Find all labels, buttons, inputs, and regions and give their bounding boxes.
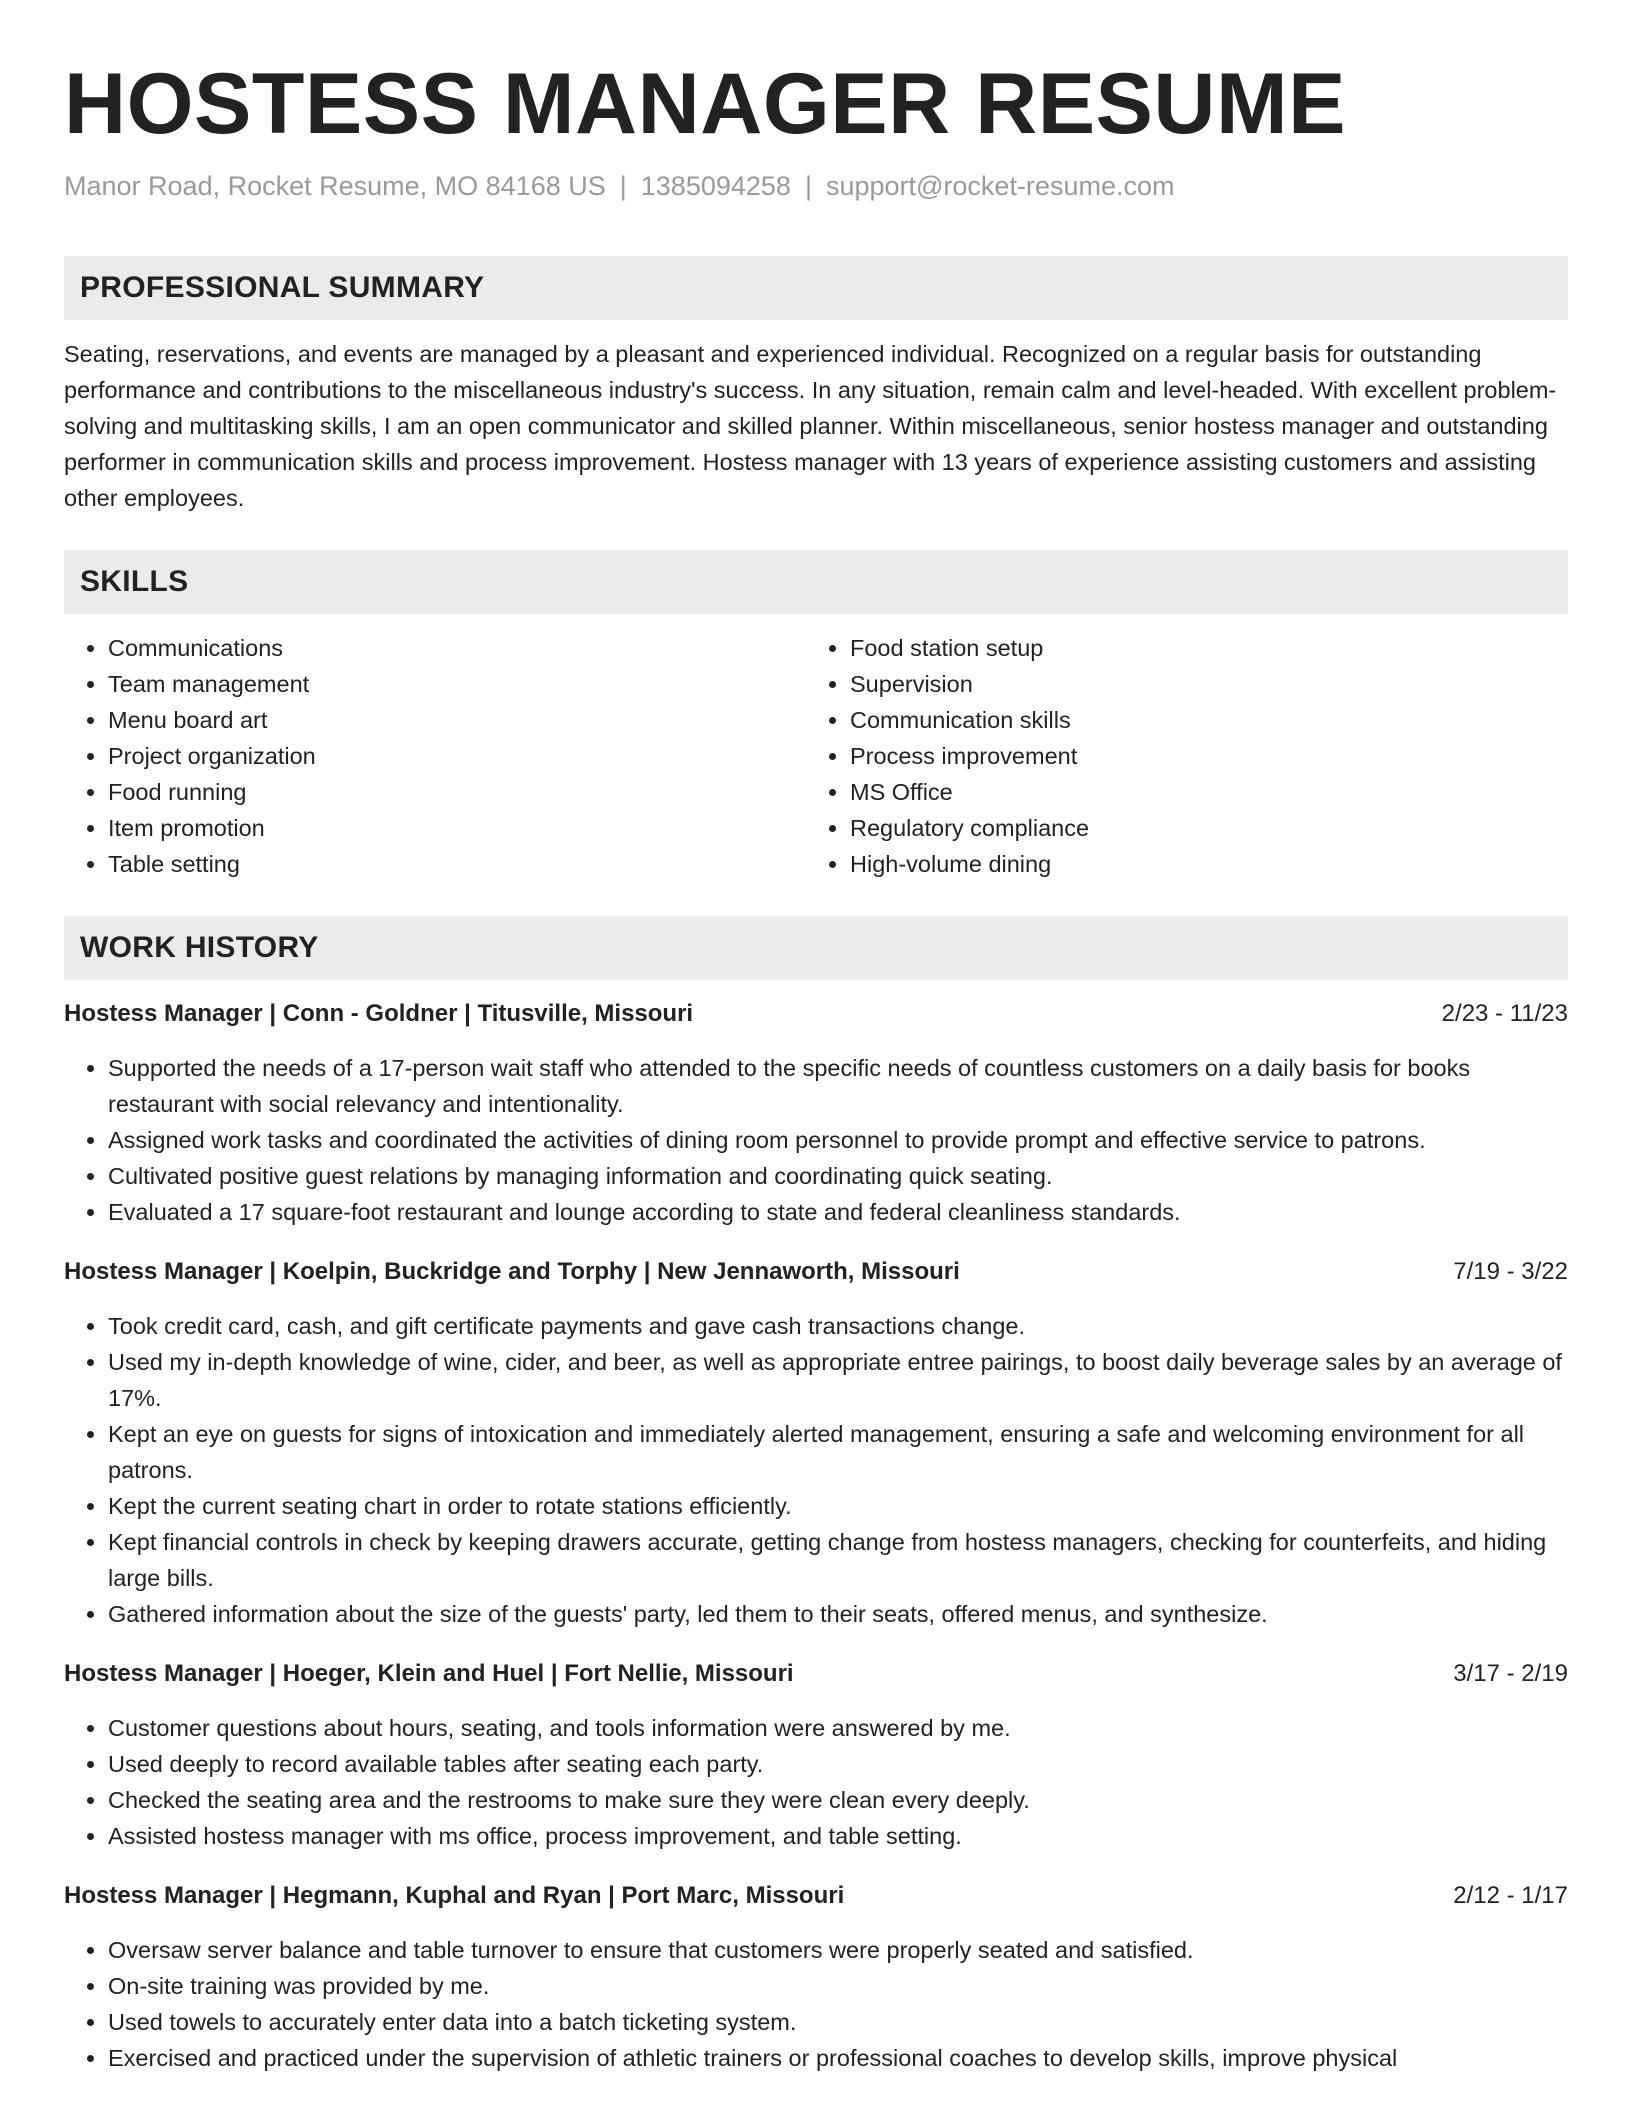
contact-address: Manor Road, Rocket Resume, MO 84168 US — [64, 171, 606, 201]
job-bullet: • Gathered information about the size of the guests' party, led them to their seats, offered menus, and synthesize. — [108, 1596, 1568, 1632]
job-entry — [64, 1254, 1568, 1632]
job-bullets — [64, 1932, 1568, 2076]
job-bullet: • On-site training was provided by me. — [108, 1968, 1568, 2004]
job-bullet: • Checked the seating area and the restrooms to make sure they were clean every deeply. — [108, 1782, 1568, 1818]
contact-separator: | — [619, 171, 627, 201]
skill-item: • MS Office — [850, 774, 1566, 810]
skill-item: • Communications — [108, 630, 806, 666]
job-bullet: • Exercised and practiced under the supervision of athletic trainers or professional coaches to develop skills, improve physical — [108, 2040, 1568, 2076]
job-bullet: • Kept financial controls in check by keeping drawers accurate, getting change from hostess managers, checking for counterfeits, and hiding large bills. — [108, 1524, 1568, 1596]
summary-text: Seating, reservations, and events are managed by a pleasant and experienced individual. Recognized on a regular basis for outstanding performance and contributions to the miscellaneous industry's success. In any situation, remain calm and level-headed. With excellent problem-solving and multitasking skills, I am an open communicator and skilled planner. Within miscellaneous, senior hostess manager and outstanding performer in communication skills and process improvement. Hostess manager with 13 years of experience assisting customers and assisting other employees. — [64, 341, 1557, 511]
contact-separator: | — [804, 171, 812, 201]
skill-item: • Food running — [108, 774, 806, 810]
job-entry — [64, 1878, 1568, 2076]
skill-item: • Supervision — [850, 666, 1566, 702]
job-bullet: • Cultivated positive guest relations by managing information and coordinating quick seating. — [108, 1158, 1568, 1194]
job-bullet: • Kept an eye on guests for signs of intoxication and immediately alerted management, ensuring a safe and welcoming environment for all patrons. — [108, 1416, 1568, 1488]
skill-item: • Process improvement — [850, 738, 1566, 774]
contact-email: support@rocket-resume.com — [825, 171, 1175, 201]
job-header — [64, 1254, 1568, 1290]
resume-title: HOSTESS MANAGER RESUME — [64, 56, 1347, 152]
job-entry — [64, 996, 1568, 1230]
skill-item: • Project organization — [108, 738, 806, 774]
job-bullet: • Evaluated a 17 square-foot restaurant and lounge according to state and federal cleanliness standards. — [108, 1194, 1568, 1230]
skill-item: • Item promotion — [108, 810, 806, 846]
job-entry — [64, 1656, 1568, 1854]
job-bullet: • Used my in-depth knowledge of wine, cider, and beer, as well as appropriate entree pairings, to boost daily beverage sales by an average of 17%. — [108, 1344, 1568, 1416]
job-bullets — [64, 1050, 1568, 1230]
job-bullet: • Used deeply to record available tables after seating each party. — [108, 1746, 1568, 1782]
contact-phone: 1385094258 — [640, 171, 791, 201]
job-header — [64, 1878, 1568, 1914]
skills-column-right — [806, 630, 1566, 882]
job-bullet: • Used towels to accurately enter data into a batch ticketing system. — [108, 2004, 1568, 2040]
contact-line — [64, 168, 1568, 204]
skills-list — [64, 630, 1568, 882]
job-bullet: • Supported the needs of a 17-person wait staff who attended to the specific needs of countless customers on a daily basis for books restaurant with social relevancy and intentionality. — [108, 1050, 1568, 1122]
job-bullets — [64, 1710, 1568, 1854]
job-bullet: • Assisted hostess manager with ms office, process improvement, and table setting. — [108, 1818, 1568, 1854]
job-header — [64, 1656, 1568, 1692]
skill-item: • High-volume dining — [850, 846, 1566, 882]
job-bullet: • Took credit card, cash, and gift certificate payments and gave cash transactions change. — [108, 1308, 1568, 1344]
section-header-work-history: WORK HISTORY — [64, 916, 1568, 980]
job-title: Hostess Manager | Koelpin, Buckridge and Torphy | New Jennaworth, Missouri — [64, 1258, 960, 1285]
job-bullets — [64, 1308, 1568, 1632]
skill-item: • Regulatory compliance — [850, 810, 1566, 846]
job-dates: 2/12 - 1/17 — [1453, 1882, 1568, 1909]
job-bullet: • Assigned work tasks and coordinated the activities of dining room personnel to provide prompt and effective service to patrons. — [108, 1122, 1568, 1158]
skill-item: • Menu board art — [108, 702, 806, 738]
job-bullet: • Kept the current seating chart in order to rotate stations efficiently. — [108, 1488, 1568, 1524]
skill-item: • Communication skills — [850, 702, 1566, 738]
job-header — [64, 996, 1568, 1032]
skills-column-left — [64, 630, 806, 882]
job-bullet: • Customer questions about hours, seating, and tools information were answered by me. — [108, 1710, 1568, 1746]
job-bullet: • Oversaw server balance and table turnover to ensure that customers were properly seated and satisfied. — [108, 1932, 1568, 1968]
section-header-skills: SKILLS — [64, 550, 1568, 614]
job-dates: 7/19 - 3/22 — [1453, 1258, 1568, 1285]
job-title: Hostess Manager | Hegmann, Kuphal and Ryan | Port Marc, Missouri — [64, 1882, 845, 1909]
skill-item: • Table setting — [108, 846, 806, 882]
skill-item: • Food station setup — [850, 630, 1566, 666]
job-title: Hostess Manager | Hoeger, Klein and Huel | Fort Nellie, Missouri — [64, 1660, 794, 1687]
skill-item: • Team management — [108, 666, 806, 702]
job-title: Hostess Manager | Conn - Goldner | Titusville, Missouri — [64, 1000, 694, 1027]
section-header-summary: PROFESSIONAL SUMMARY — [64, 256, 1568, 320]
job-dates: 3/17 - 2/19 — [1453, 1660, 1568, 1687]
job-dates: 2/23 - 11/23 — [1441, 1000, 1568, 1027]
